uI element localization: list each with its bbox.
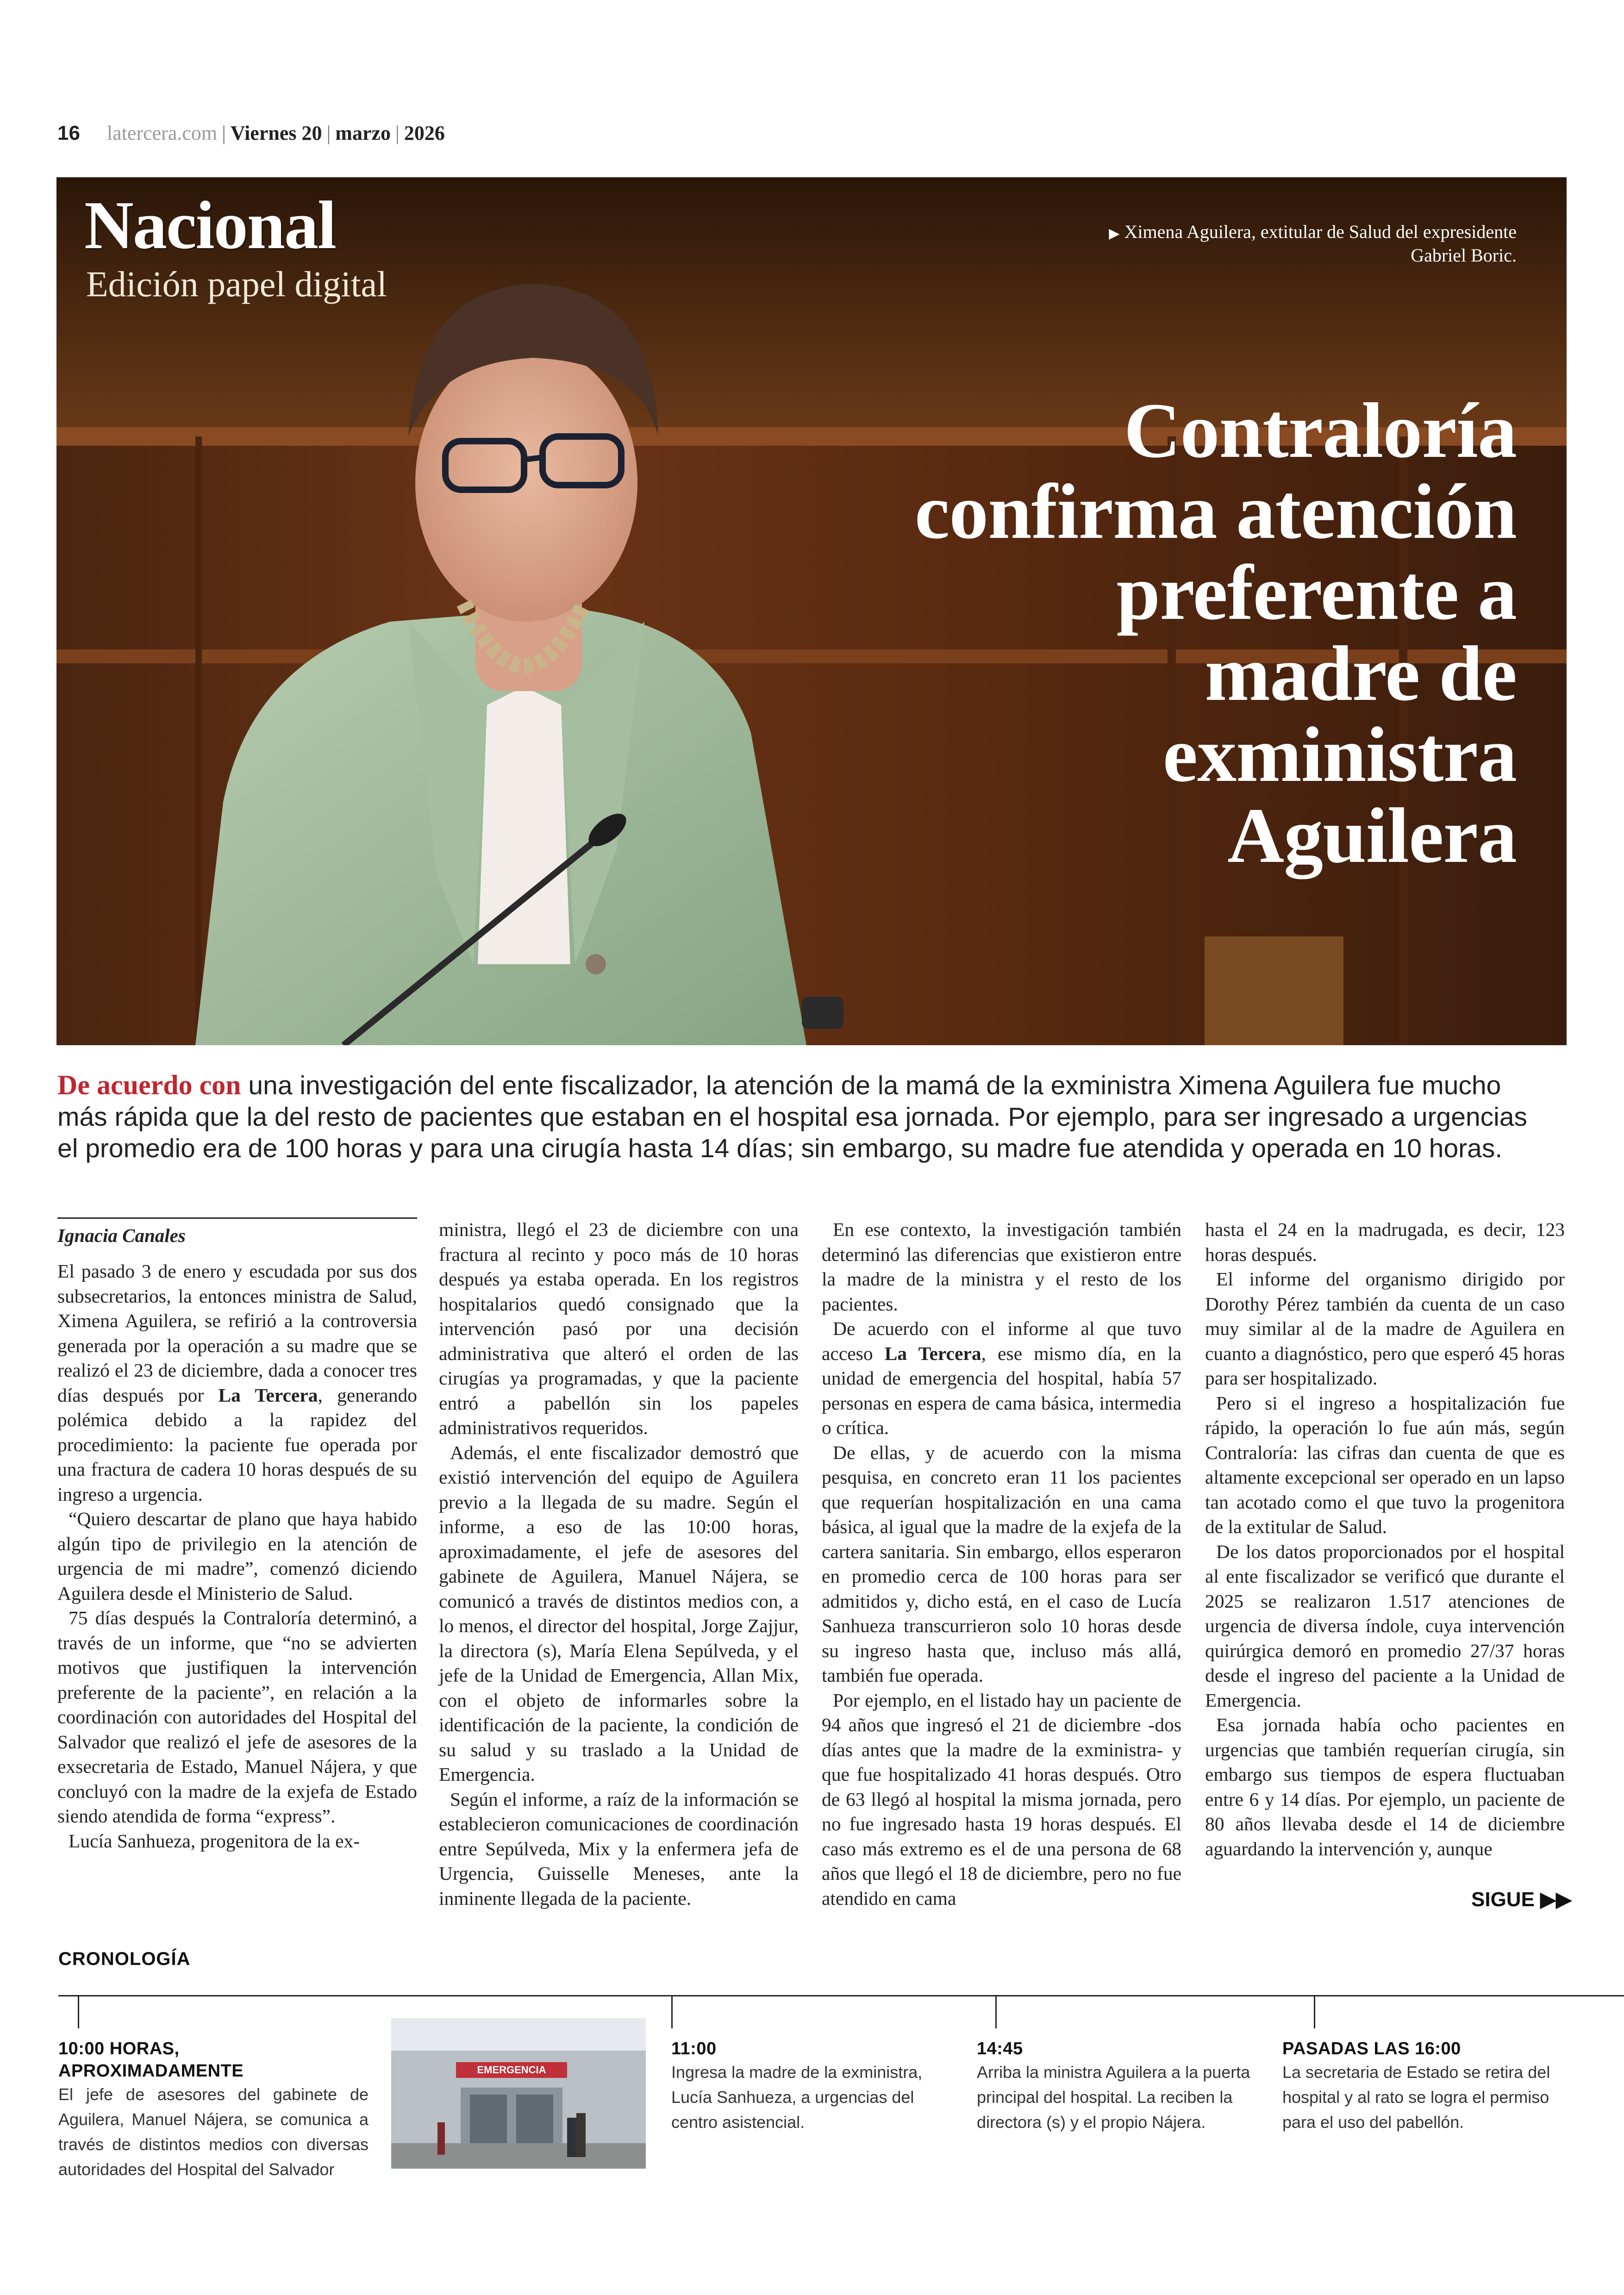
paragraph: “Quiero descartar de plano que haya habido algún tipo de privilegio en la atención de urgencia de mi madre”, comenzó diciendo Aguilera desde el Ministerio de Salud. — [57, 1508, 417, 1604]
timeline-tick — [671, 1995, 673, 2028]
article-column-2 — [439, 1217, 799, 1911]
timeline-event — [671, 2038, 963, 2135]
caption-text: Ximena Aguilera, extitular de Salud del expresidente Gabriel Boric. — [1124, 221, 1517, 266]
paragraph — [57, 1259, 417, 1507]
paragraph: 75 días después la Contraloría determinó, a través de un informe, que “no se advierten motivos que justifiquen la intervención preferente de la paciente”, en relación a la coordinación con autoridades del Hospital del Salvador que realizó el jefe de asesores de la exsecretaria de Estado, Manuel Nájera, y que concluyó con la madre de la exjefa de Estado siendo atendida de forma “express”. — [57, 1607, 417, 1827]
caption-triangle-icon: ▶ — [1109, 226, 1120, 241]
headline-line: Contraloría — [1124, 387, 1517, 474]
page-number: 16 — [57, 122, 80, 144]
header-month: marzo — [335, 122, 391, 144]
timeline-tick — [78, 1995, 79, 2028]
section-title: Nacional — [84, 187, 336, 263]
paragraph: El informe del organismo dirigido por Dorothy Pérez también da cuenta de un caso muy similar al de la madre de Aguilera en cuanto a diagnóstico, pero que esperó 45 horas para ser hospitalizado. — [1205, 1268, 1565, 1389]
header-day: Viernes 20 — [230, 122, 322, 144]
hero-image — [56, 177, 1567, 1045]
edition-subtitle: Edición papel digital — [86, 264, 387, 304]
event-description: La secretaria de Estado se retira del hospital y al rato se logra el permiso para el uso del pabellón. — [1282, 2063, 1550, 2132]
chronology-title: CRONOLOGÍA — [58, 1949, 191, 1969]
timeline-event — [58, 2038, 369, 2182]
paragraph: De ellas, y de acuerdo con la misma pesquisa, en concreto eran 11 los pacientes que requerían hospitalización en una cama básica, al igual que la madre de la exjefa de la cartera sanitaria. Sin embargo, ellos esperaron en promedio cerca de 100 horas para ser admitidos y, dicho está, en el caso de Lucía Sanhueza transcurrieron solo 10 horas desde su ingreso hasta que, incluso más allá, también fue operada. — [822, 1441, 1181, 1686]
paragraph: ministra, llegó el 23 de diciembre con una fractura al recinto y poco más de 10 horas después ya estaba operada. En los registros hospitalarios quedó consignado que la intervención pasó por una decisión administrativa que alteró el orden de las cirugías ya programadas, y que la paciente entró a pabellón sin los papeles administrativos requeridos. — [439, 1219, 799, 1438]
text: El pasado 3 de enero y escudada por sus dos subsecretarios, la entonces ministra de Salud, Ximena Aguilera, se refirió a la controversia generada por la operación a su madre que se realizó el 23 de diciembre, dada a conocer tres días después por — [57, 1260, 417, 1406]
paragraph: Por ejemplo, en el listado hay un paciente de 94 años que ingresó el 21 de diciembre -dos días antes que la madre de la exministra- y que fue hospitalizado 41 horas después. Otro de 63 llegó al hospital la misma jornada, pero no fue ingresado hasta 19 horas después. El caso más extremo es el de una persona de 68 años que llegó el 18 de diciembre, pero no fue atendido en cama — [822, 1689, 1181, 1909]
event-time: PASADAS LAS 16:00 — [1282, 2039, 1461, 2058]
article-column-3 — [822, 1217, 1181, 1911]
event-time: 10:00 HORAS, APROXIMADAMENTE — [58, 2039, 244, 2081]
text: , generando polémica debido a la rapidez del procedimiento: la paciente fue operada por una fractura de cadera 10 horas después de su ingreso a urgencia. — [57, 1384, 417, 1505]
paragraph: Además, el ente fiscalizador demostró que existió intervención del equipo de Aguilera previo a la llegada de su madre. Según el informe, a eso de las 10:00 horas, aproximadamente, el jefe de asesores del gabinete de Aguilera, Manuel Nájera, se comunicó a través de distintos medios con, a lo menos, el director del hospital, Jorge Zajjur, la directora (s), María Elena Sepúlveda, y el jefe de la Unidad de Emergencia, Allan Mix, con el objeto de informarles sobre la identificación de la paciente, la condición de su salud y su traslado a la Unidad de Emergencia. — [439, 1441, 799, 1785]
headline — [730, 387, 1517, 879]
event-description: El jefe de asesores del gabinete de Aguilera, Manuel Nájera, se comunica a través de distintos medios con diversas autoridades del Hospital del Salvador — [58, 2085, 369, 2179]
timeline-tick — [995, 1995, 997, 2028]
timeline-event — [1282, 2038, 1574, 2135]
paragraph: hasta el 24 en la madrugada, es decir, 123 horas después. — [1205, 1219, 1565, 1265]
lead-kicker: De acuerdo con — [57, 1070, 241, 1100]
timeline-tick — [1314, 1995, 1315, 2028]
author-byline: Ignacia Canales — [57, 1217, 417, 1247]
text: , ese mismo día, en la unidad de emergencia del hospital, había 57 personas en espera de cama básica, intermedia o crítica. — [822, 1342, 1181, 1438]
paragraph — [822, 1316, 1181, 1441]
paragraph: Lucía Sanhueza, progenitora de la ex- — [69, 1830, 360, 1852]
continue-label[interactable]: SIGUE ▶▶ — [1471, 1888, 1572, 1911]
headline-line: madre de — [1205, 630, 1517, 717]
article-column-4 — [1205, 1217, 1565, 1861]
paragraph: Esa jornada había ocho pacientes en urgencias que también requerían cirugía, sin embargo sus tiempos de espera fluctuaban entre 6 y 14 días. Por ejemplo, un paciente de 80 años llevaba desde el 14 de diciembre aguardando la intervención y, aunque — [1205, 1714, 1565, 1859]
photo-caption — [1100, 220, 1517, 267]
page-header: 16 latercera.com | Viernes 20 | marzo | 2026 — [57, 122, 445, 144]
paragraph: Pero si el ingreso a hospitalización fue rápido, la operación lo fue aún más, según Contraloría: las cifras dan cuenta de que es altamente excepcional ser operado en un lapso tan acotado como el que tuvo la progenitora de la extitular de Salud. — [1205, 1392, 1565, 1537]
headline-line: preferente a — [1116, 549, 1517, 636]
event-description: Arriba la ministra Aguilera a la puerta principal del hospital. La reciben la directora (s) y el propio Nájera. — [977, 2063, 1250, 2132]
headline-line: exministra — [1162, 711, 1517, 798]
article-column-1 — [57, 1259, 417, 1853]
emergency-sign: EMERGENCIA — [477, 2064, 546, 2076]
hospital-photo — [391, 2018, 646, 2169]
lead-paragraph — [57, 1069, 1553, 1164]
paragraph: En ese contexto, la investigación también determinó las diferencias que existieron entre la madre de la ministra y el resto de los pacientes. — [822, 1219, 1181, 1315]
timeline-event — [977, 2038, 1268, 2135]
paragraph: De los datos proporcionados por el hospital al ente fiscalizador se verificó que durante el 2025 se realizaron 1.517 atenciones de urgencia de diversa índole, cuya intervención quirúrgica demoró en promedio 27/37 horas desde el ingreso del paciente a la Unidad de Emergencia. — [1205, 1540, 1565, 1711]
site-name[interactable]: latercera.com — [106, 122, 218, 144]
newspaper-name: La Tercera — [884, 1342, 981, 1364]
header-year: 2026 — [404, 122, 445, 144]
lead-text: una investigación del ente fiscalizador, la atención de la mamá de la exministra Ximena Aguilera fue mucho más rápida que la del resto de pacientes que estaban en el hospital esa jornada. Por ejemplo, para ser ingresado a urgencias el promedio era de 100 horas y para una cirugía hasta 14 días; sin embargo, su madre fue atendida y operada en 10 horas. — [57, 1071, 1528, 1163]
event-time: 11:00 — [671, 2039, 717, 2058]
paragraph: Según el informe, a raíz de la información se establecieron comunicaciones de coordinación entre Sepúlveda, Mix y la enfermera jefa de Urgencia, Guisselle Meneses, ante la inminente llegada de la paciente. — [439, 1788, 799, 1909]
timeline-line — [58, 1995, 1624, 1996]
headline-line: confirma atención — [914, 468, 1517, 555]
event-time: 14:45 — [977, 2039, 1023, 2058]
newspaper-name: La Tercera — [218, 1384, 318, 1406]
headline-line: Aguilera — [1227, 792, 1517, 879]
text: De acuerdo con el informe al que tuvo acceso — [822, 1318, 1181, 1364]
event-description: Ingresa la madre de la exministra, Lucía Sanhueza, a urgencias del centro asistencial. — [671, 2063, 923, 2132]
